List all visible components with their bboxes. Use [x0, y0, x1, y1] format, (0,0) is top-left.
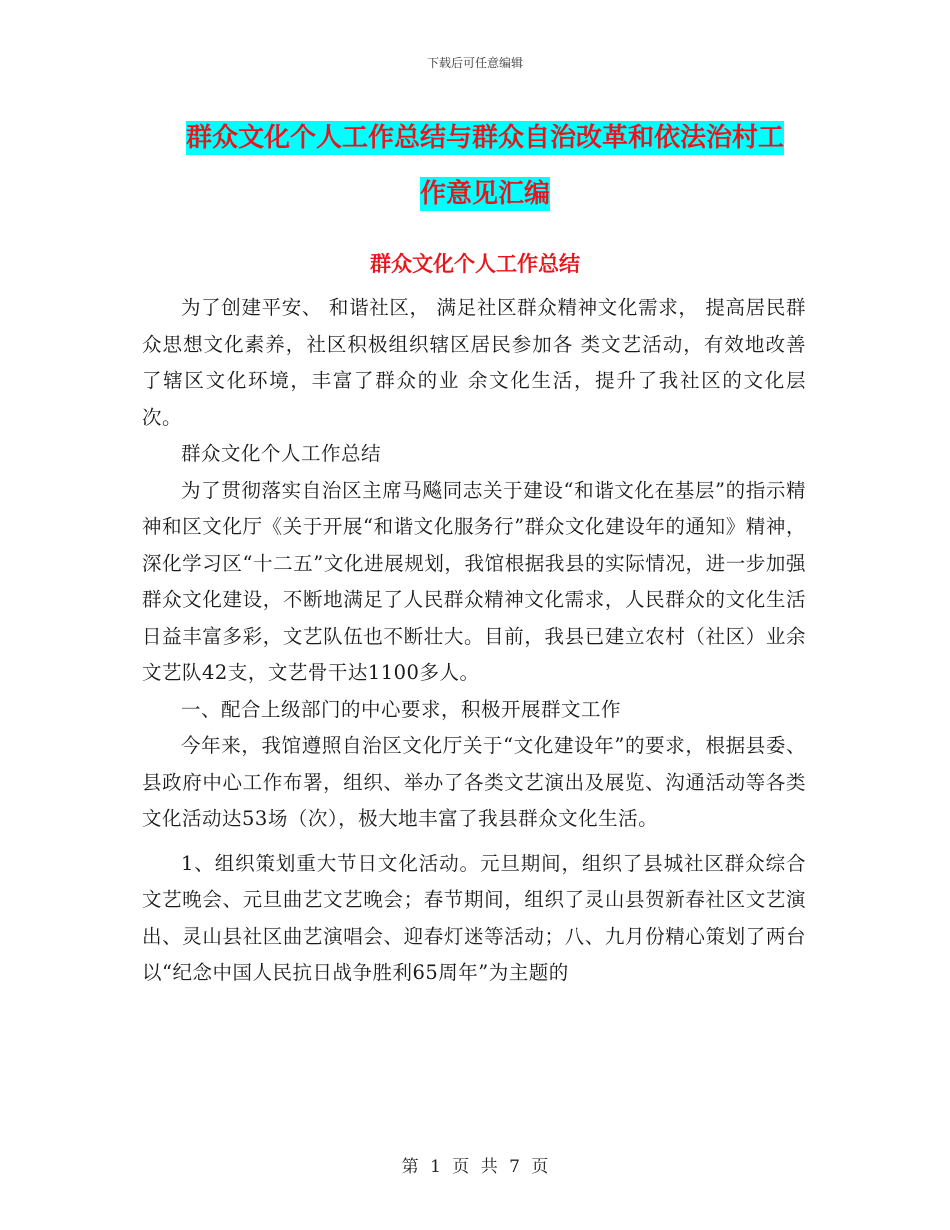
document-title-line2: 作意见汇编: [419, 179, 550, 209]
document-body: [142, 290, 806, 992]
paragraph-subtitle: 群众文化个人工作总结: [181, 442, 382, 465]
page-footer: 第 1 页 共 7 页: [401, 1157, 549, 1177]
paragraph-background: 为了贯彻落实自治区主席马飚同志关于建设“和谐文化在基层”的指示精神和区文化厅《关于开展“和谐文化服务行”群众文化建设年的通知》精神，深化学习区“十二五”文化进展规划，我馆根据我县的实际情况，进一步加强群众文化建设，不断地满足了人民群众精神文化需求，人民群众的文化生活日益丰富多彩，文艺队伍也不断壮大。目前，我县已建立农村（社区）业余文艺队42支，文艺骨干达1100多人。: [142, 478, 806, 684]
paragraph-activities: 今年来，我馆遵照自治区文化厅关于“文化建设年”的要求，根据县委、县政府中心工作布署，组织、举办了各类文艺演出及展览、沟通活动等各类文化活动达53场（次），极大地丰富了我县群众文化生活。: [142, 734, 806, 830]
document-title-line1: 群众文化个人工作总结与群众自治改革和依法治村工: [185, 123, 784, 153]
paragraph-heading-one: 一、配合上级部门的中心要求，积极开展群文工作: [181, 697, 622, 721]
paragraph-intro: 为了创建平安、 和谐社区， 满足社区群众精神文化需求， 提高居民群众思想文化素养，社区积极组织辖区居民参加各 类文艺活动，有效地改善了辖区文化环境，丰富了群众的业 余文化生活，提升了我社区的文化层次。: [142, 296, 806, 429]
section-title: 群众文化个人工作总结: [370, 252, 580, 276]
paragraph-festival-events: 1、组织策划重大节日文化活动。元旦期间，组织了县城社区群众综合文艺晚会、元旦曲艺文艺晚会；春节期间，组织了灵山县贺新春社区文艺演出、灵山县社区曲艺演唱会、迎春灯迷等活动；八、九月份精心策划了两台以“纪念中国人民抗日战争胜利65周年”为主题的: [142, 851, 806, 984]
document-title: [150, 110, 820, 222]
header-note: 下载后可任意编辑: [426, 56, 523, 70]
